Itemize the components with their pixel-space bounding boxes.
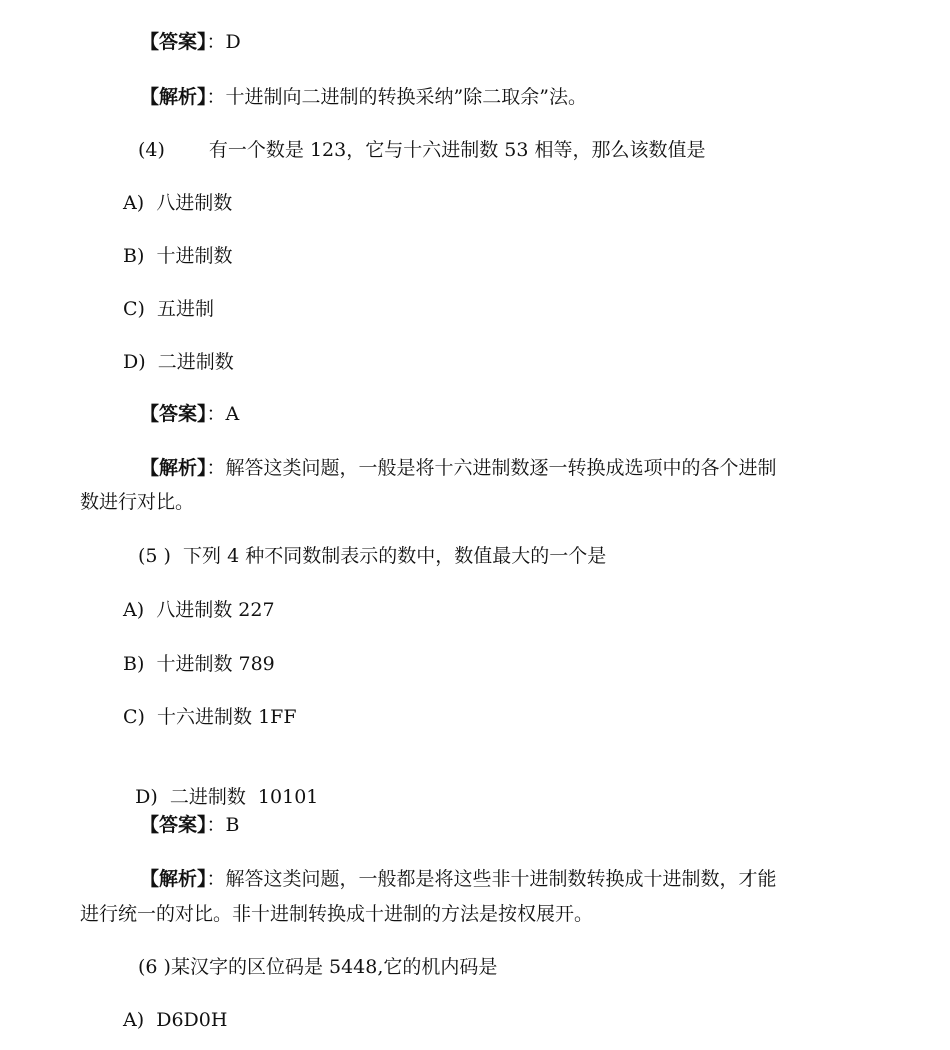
- question-stem-q4: [138, 137, 705, 163]
- question-stem-q5: [138, 543, 606, 569]
- analysis-label: 【解析】: [140, 457, 207, 479]
- analysis-text: 数进行对比。: [80, 491, 195, 513]
- answer-label: 【答案】: [140, 31, 207, 53]
- option-letter: C): [123, 298, 145, 320]
- analysis-continuation-q4: [80, 489, 194, 515]
- analysis-text: 十进制向二进制的转换采纳”除二取余”法。: [225, 86, 587, 108]
- option-letter: D): [135, 786, 158, 808]
- option-q5-c: [123, 704, 297, 730]
- question-text: 下列 4 种不同数制表示的数中，数值最大的一个是: [183, 545, 607, 567]
- option-letter: B): [123, 653, 145, 675]
- option-text: 十六进制数 1FF: [157, 706, 297, 728]
- option-letter: A): [123, 599, 145, 621]
- question-stem-q6: [138, 954, 497, 980]
- option-q4-c: [123, 296, 214, 322]
- option-letter: C): [123, 706, 145, 728]
- analysis-separator: ：: [206, 868, 226, 890]
- analysis-line-q4: [140, 455, 777, 481]
- analysis-text: 解答这类问题，一般都是将这些非十进制数转换成十进制数，才能: [225, 868, 777, 890]
- option-text: D6D0H: [156, 1009, 228, 1031]
- question-number: (4): [138, 139, 165, 161]
- question-number: (5 ): [138, 545, 171, 567]
- answer-value: B: [225, 814, 240, 836]
- option-q4-d: [123, 349, 234, 375]
- analysis-text: 解答这类问题，一般是将十六进制数逐一转换成选项中的各个进制: [225, 457, 777, 479]
- option-text: 二进制数 10101: [169, 786, 319, 808]
- question-text: 有一个数是 123，它与十六进制数 53 相等，那么该数值是: [208, 139, 706, 161]
- analysis-separator: ：: [206, 86, 226, 108]
- option-text: 二进制数: [157, 351, 234, 373]
- answer-value: A: [225, 403, 240, 425]
- answer-label: 【答案】: [140, 814, 207, 836]
- analysis-separator: ：: [206, 457, 226, 479]
- answer-separator: ：: [206, 814, 226, 836]
- question-number: (6 ): [138, 956, 171, 978]
- option-q6-a: [123, 1007, 227, 1033]
- analysis-continuation-q5: [80, 901, 593, 927]
- analysis-line-q5: [140, 866, 777, 892]
- analysis-text: 进行统一的对比。非十进制转换成十进制的方法是按权展开。: [80, 903, 594, 925]
- answer-value: D: [225, 31, 241, 53]
- option-q5-d: [123, 758, 318, 810]
- answer-line-q5: [140, 812, 240, 838]
- answer-line-q4: [140, 401, 239, 427]
- option-text: 十进制数: [156, 245, 233, 267]
- option-q4-b: [123, 243, 232, 269]
- answer-line-q3: [140, 29, 241, 55]
- answer-separator: ：: [206, 31, 226, 53]
- answer-label: 【答案】: [140, 403, 207, 425]
- option-text: 八进制数 227: [156, 599, 275, 621]
- option-letter: A): [123, 192, 145, 214]
- answer-separator: ：: [206, 403, 226, 425]
- question-text: 某汉字的区位码是 5448,它的机内码是: [170, 956, 498, 978]
- option-text: 十进制数 789: [156, 653, 275, 675]
- option-letter: D): [123, 351, 146, 373]
- option-letter: A): [123, 1009, 145, 1031]
- option-text: 五进制: [157, 298, 215, 320]
- option-q4-a: [123, 190, 232, 216]
- analysis-label: 【解析】: [140, 868, 207, 890]
- option-text: 八进制数: [156, 192, 233, 214]
- analysis-line-q3: [140, 84, 587, 110]
- analysis-label: 【解析】: [140, 86, 207, 108]
- option-letter: B): [123, 245, 145, 267]
- option-q5-a: [123, 597, 275, 623]
- option-q5-b: [123, 651, 275, 677]
